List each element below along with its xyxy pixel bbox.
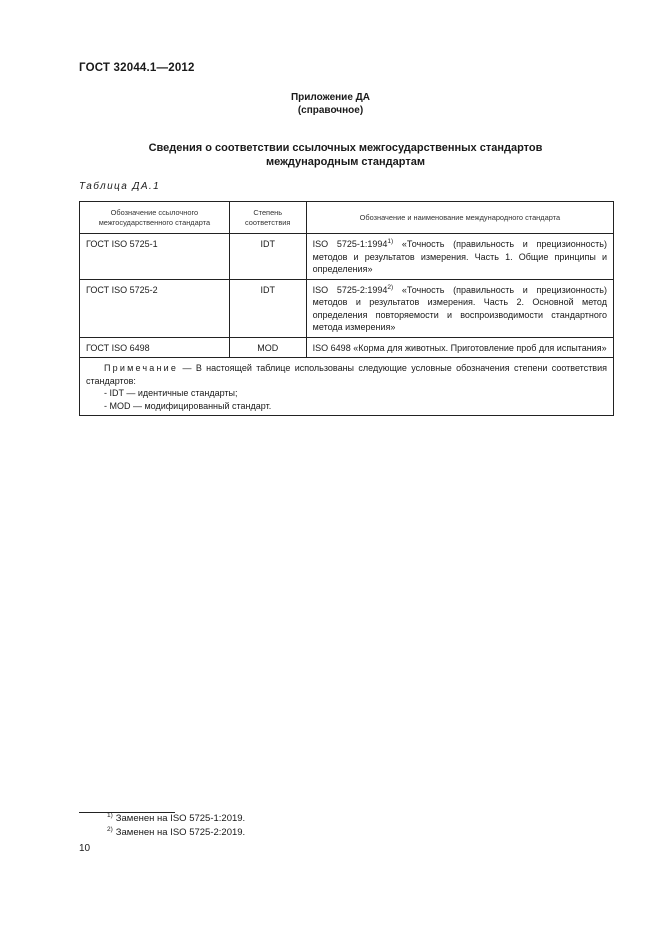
intl-title: «Корма для животных. Приготовление проб для испытания» bbox=[350, 342, 607, 353]
appendix-title: Приложение ДА bbox=[290, 92, 371, 103]
note-text: — В настоящей таблице использованы следующие условные обозначения степени соответствия стандартов: bbox=[86, 363, 607, 386]
table-note-row bbox=[80, 358, 614, 416]
header-intl-standard: Обозначение и наименование международного стандарта bbox=[306, 202, 613, 234]
footnote-mark: 1) bbox=[107, 812, 113, 819]
page-title-line-1: Сведения о соответствии ссылочных межгосударственных стандартов bbox=[148, 142, 543, 154]
note-paragraph bbox=[86, 362, 607, 387]
cell-degree: MOD bbox=[229, 337, 306, 358]
page-title-line-2: международным стандартам bbox=[266, 156, 425, 168]
cell-intl-standard bbox=[306, 234, 613, 280]
footnote-ref: 2) bbox=[387, 283, 394, 291]
header-degree: Степень соответствия bbox=[229, 202, 306, 234]
table-row bbox=[80, 234, 614, 280]
footnote-text: Заменен на ISO 5725-2:2019. bbox=[115, 827, 246, 838]
footnote-text: Заменен на ISO 5725-1:2019. bbox=[115, 813, 246, 824]
cell-ref-standard: ГОСТ ISO 5725-1 bbox=[80, 234, 230, 280]
page-number: 10 bbox=[79, 843, 91, 854]
footnote-2 bbox=[107, 827, 245, 838]
note-item: - IDT — идентичные стандарты; bbox=[104, 388, 238, 398]
cell-intl-standard bbox=[306, 279, 613, 337]
document-code: ГОСТ 32044.1—2012 bbox=[79, 62, 195, 74]
cell-degree: IDT bbox=[229, 234, 306, 280]
footnote-mark: 2) bbox=[107, 826, 113, 833]
intl-code: ISO 5725-1:1994 bbox=[312, 239, 388, 249]
table-row bbox=[80, 279, 614, 337]
intl-title: «Точность (правильность и прецизионность) методов и результатов измерения. Часть 2. Основной метод определения повторяемости и воспроизводимости стандартного метода измерения» bbox=[312, 284, 607, 332]
table-header-row bbox=[80, 202, 614, 234]
cell-ref-standard: ГОСТ ISO 5725-2 bbox=[80, 279, 230, 337]
appendix-heading bbox=[0, 91, 661, 117]
note-label: Примечание bbox=[104, 363, 179, 373]
cell-ref-standard: ГОСТ ISO 6498 bbox=[80, 337, 230, 358]
page-title bbox=[0, 141, 661, 169]
footnote-ref: 1) bbox=[387, 238, 394, 245]
intl-title: «Точность (правильность и прецизионность) методов и результатов измерения. Часть 1. Общие принципы и определения» bbox=[312, 239, 607, 274]
cell-degree: IDT bbox=[229, 279, 306, 337]
header-ref-standard: Обозначение ссылочного межгосударственного стандарта bbox=[80, 202, 230, 234]
footnote-1 bbox=[107, 813, 245, 824]
table-row bbox=[80, 337, 614, 358]
appendix-subtitle: (справочное) bbox=[297, 105, 364, 116]
note-item: - MOD — модифицированный стандарт. bbox=[104, 400, 272, 411]
conformity-table bbox=[79, 201, 614, 416]
intl-code: ISO 5725-2:1994 bbox=[312, 284, 388, 295]
table-caption: Таблица ДА.1 bbox=[79, 181, 161, 192]
table-note bbox=[80, 358, 614, 416]
cell-intl-standard bbox=[306, 337, 613, 358]
intl-code: ISO 6498 bbox=[312, 342, 351, 353]
